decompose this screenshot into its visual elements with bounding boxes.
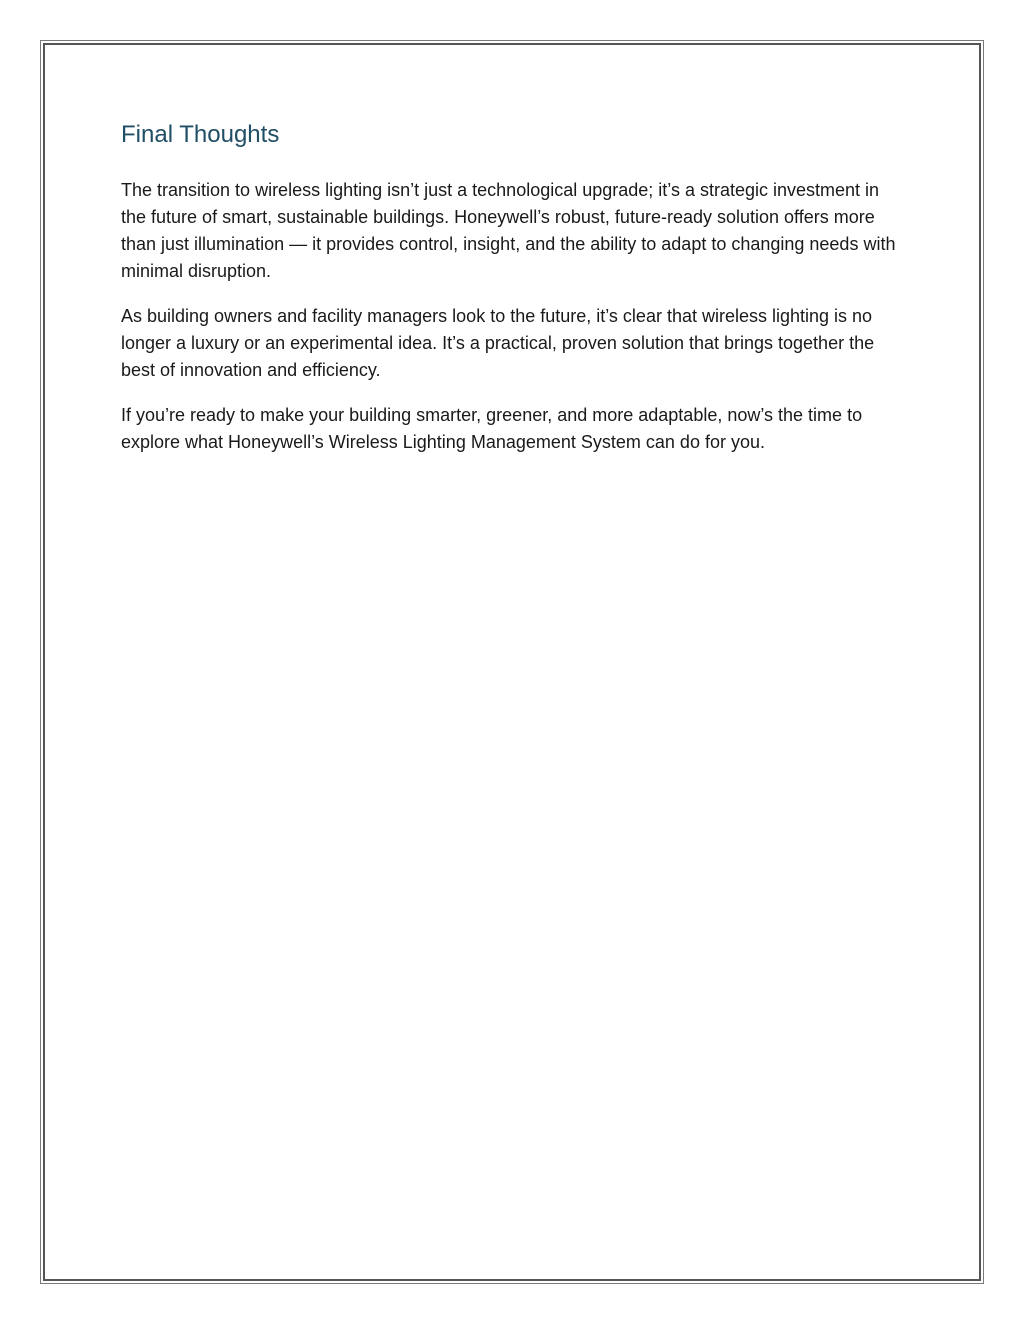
- document-content: [121, 118, 896, 474]
- paragraph-call-to-action: If you’re ready to make your building smarter, greener, and more adaptable, now’s the time to explore what Honeywell’s Wireless Lighting Management System can do for you.: [121, 405, 863, 452]
- paragraph-building-owners: As building owners and facility managers look to the future, it’s clear that wireless lighting is no longer a luxury or an experimental idea. It’s a practical, proven solution that brings together the best of innovation and efficiency.: [121, 306, 875, 380]
- section-heading: Final Thoughts: [121, 121, 280, 148]
- paragraph-transition: The transition to wireless lighting isn’t just a technological upgrade; it’s a strategic investment in the future of smart, sustainable buildings. Honeywell’s robust, future-ready solution offers more than just illumination — it provides control, insight, and the ability to adapt to changing needs with minimal disruption.: [121, 180, 896, 281]
